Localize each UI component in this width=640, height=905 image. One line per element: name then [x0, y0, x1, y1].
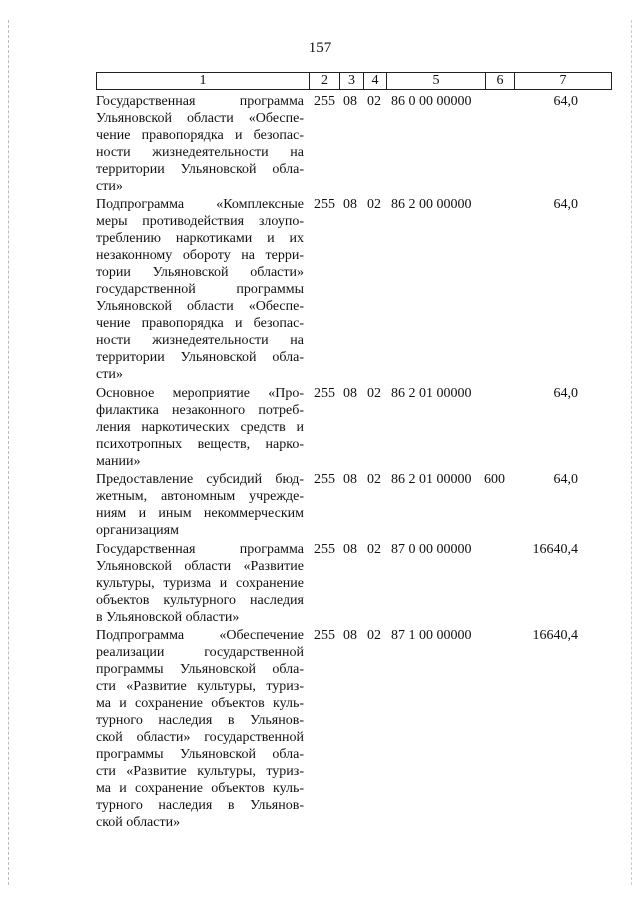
row-code-2: 255	[314, 94, 335, 109]
row-name-line: меры противодействия злоупо-	[96, 214, 304, 229]
row-code-3: 08	[343, 542, 357, 557]
row-name-line: мании»	[96, 454, 141, 469]
row-target-code: 87 0 00 00000	[391, 542, 472, 557]
row-name-line: сти «Развитие культуры, туриз-	[96, 764, 304, 779]
header-col-7: 7	[514, 72, 612, 90]
row-name-line: объектов культурного наследия	[96, 593, 304, 608]
row-amount: 64,0	[553, 386, 578, 401]
row-name-line: программы Ульяновской обла-	[96, 747, 304, 762]
row-name-line: филактика незаконного потреб-	[96, 403, 304, 418]
row-code-4: 02	[367, 628, 381, 643]
row-code-2: 255	[314, 197, 335, 212]
row-name-line: ности жизнедеятельности на	[96, 333, 304, 348]
header-col-4: 4	[363, 72, 387, 90]
row-name-line: Подпрограмма «Комплексные	[96, 197, 304, 212]
row-amount: 64,0	[553, 94, 578, 109]
row-name-line: территории Ульяновской обла-	[96, 350, 304, 365]
row-name-line: ской области»	[96, 815, 181, 830]
header-col-1: 1	[96, 72, 310, 90]
header-col-6: 6	[485, 72, 515, 90]
row-code-2: 255	[314, 472, 335, 487]
row-code-3: 08	[343, 386, 357, 401]
row-name	[96, 471, 304, 539]
row-target-code: 86 0 00 00000	[391, 94, 472, 109]
row-name-line: турного наследия в Ульянов-	[96, 713, 304, 728]
scan-edge-left	[8, 20, 9, 885]
row-name-line: ности жизнедеятельности на	[96, 145, 304, 160]
row-name-line: тории Ульяновской области»	[96, 265, 304, 280]
header-col-3: 3	[339, 72, 364, 90]
row-name-line: реализации государственной	[96, 645, 304, 660]
row-name-line: ской области» государственной	[96, 730, 304, 745]
row-name-line: сти»	[96, 179, 123, 194]
row-name-line: государственной программы	[96, 282, 304, 297]
row-name-line: ниям и иным некоммерческим	[96, 506, 304, 521]
row-name-line: Подпрограмма «Обеспечение	[96, 628, 304, 643]
row-name	[96, 627, 304, 831]
header-col-5: 5	[386, 72, 486, 90]
row-name	[96, 196, 304, 383]
row-name	[96, 93, 304, 195]
row-code-4: 02	[367, 542, 381, 557]
row-name-line: Основное мероприятие «Про-	[96, 386, 304, 401]
row-code-2: 255	[314, 386, 335, 401]
row-code-2: 255	[314, 542, 335, 557]
row-name-line: Государственная программа	[96, 542, 304, 557]
row-name-line: ма и сохранение объектов куль-	[96, 696, 304, 711]
row-code-3: 08	[343, 197, 357, 212]
row-code-2: 255	[314, 628, 335, 643]
row-name-line: Предоставление субсидий бюд-	[96, 472, 304, 487]
row-amount: 64,0	[553, 472, 578, 487]
row-name-line: территории Ульяновской обла-	[96, 162, 304, 177]
row-code-4: 02	[367, 472, 381, 487]
row-name	[96, 385, 304, 470]
row-name-line: чение правопорядка и безопас-	[96, 128, 304, 143]
row-expense-type: 600	[484, 472, 505, 487]
row-name-line: Ульяновской области «Обеспе-	[96, 111, 304, 126]
row-name	[96, 541, 304, 626]
row-name-line: в Ульяновской области»	[96, 610, 240, 625]
row-name-line: психотропных веществ, нарко-	[96, 437, 304, 452]
scan-edge-right	[631, 20, 632, 885]
row-amount: 64,0	[553, 197, 578, 212]
row-code-3: 08	[343, 94, 357, 109]
row-name-line: незаконному обороту на терри-	[96, 248, 304, 263]
row-name-line: культуры, туризма и сохранение	[96, 576, 304, 591]
row-name-line: сти «Развитие культуры, туриз-	[96, 679, 304, 694]
row-target-code: 86 2 01 00000	[391, 386, 472, 401]
row-name-line: чение правопорядка и безопас-	[96, 316, 304, 331]
row-amount: 16640,4	[532, 542, 578, 557]
row-amount: 16640,4	[532, 628, 578, 643]
row-target-code: 86 2 00 00000	[391, 197, 472, 212]
row-target-code: 86 2 01 00000	[391, 472, 472, 487]
header-col-2: 2	[309, 72, 340, 90]
row-name-line: Ульяновской области «Развитие	[96, 559, 304, 574]
row-code-4: 02	[367, 197, 381, 212]
row-name-line: Ульяновской области «Обеспе-	[96, 299, 304, 314]
row-name-line: ма и сохранение объектов куль-	[96, 781, 304, 796]
row-code-3: 08	[343, 472, 357, 487]
row-name-line: треблению наркотиками и их	[96, 231, 304, 246]
row-code-4: 02	[367, 94, 381, 109]
row-name-line: жетным, автономным учрежде-	[96, 489, 304, 504]
row-name-line: организациям	[96, 523, 179, 538]
row-name-line: турного наследия в Ульянов-	[96, 798, 304, 813]
row-name-line: программы Ульяновской обла-	[96, 662, 304, 677]
row-name-line: Государственная программа	[96, 94, 304, 109]
row-code-4: 02	[367, 386, 381, 401]
row-name-line: сти»	[96, 367, 123, 382]
page-number: 157	[308, 40, 332, 56]
row-name-line: ления наркотических средств и	[96, 420, 304, 435]
row-code-3: 08	[343, 628, 357, 643]
row-target-code: 87 1 00 00000	[391, 628, 472, 643]
